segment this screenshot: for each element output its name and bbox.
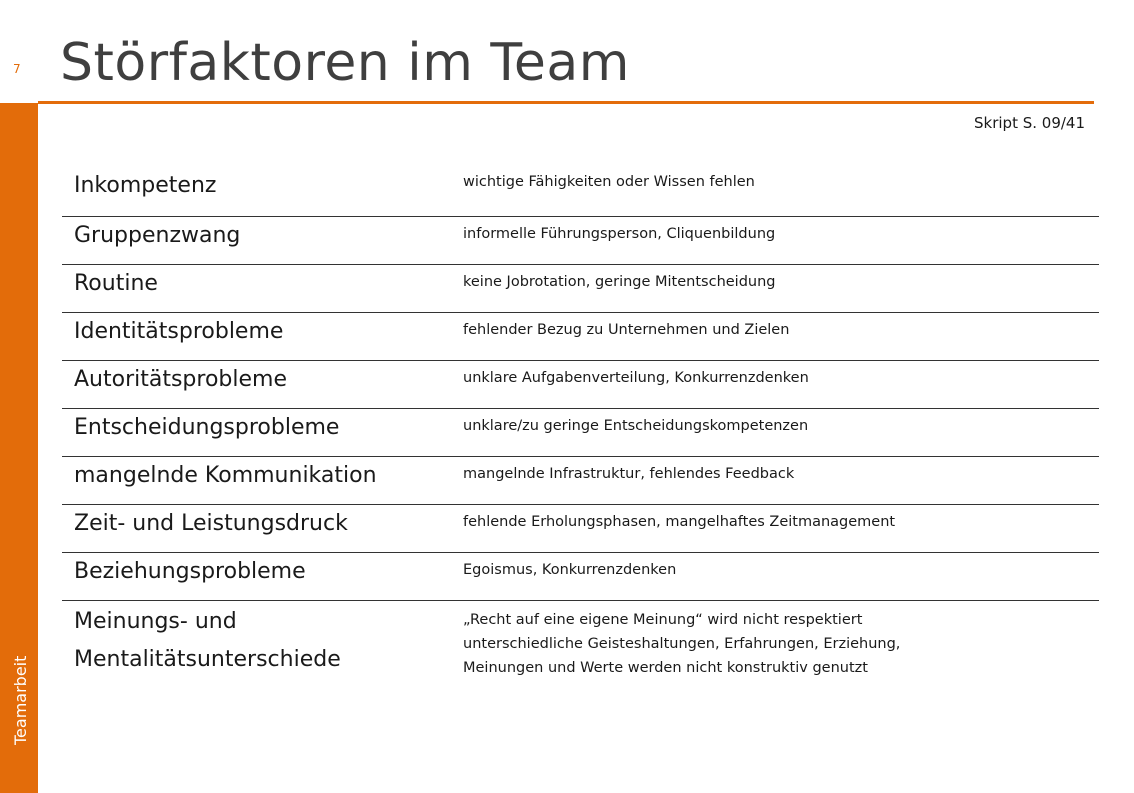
table-row bbox=[62, 265, 1099, 313]
factor-term: Gruppenzwang bbox=[74, 223, 241, 248]
factor-description: keine Jobrotation, geringe Mitentscheidung bbox=[463, 274, 776, 290]
page-number: 7 bbox=[13, 62, 21, 76]
sidebar-label: Teamarbeit bbox=[11, 655, 30, 745]
table-row bbox=[62, 553, 1099, 601]
table-row bbox=[62, 505, 1099, 553]
table-row bbox=[62, 313, 1099, 361]
factor-description: unklare Aufgabenverteilung, Konkurrenzdenken bbox=[463, 370, 809, 386]
factor-description: „Recht auf eine eigene Meinung“ wird nicht respektiert unterschiedliche Geisteshaltungen, Erfahrungen, Erziehung, Meinungen und Werte werden nicht konstruktiv genutzt bbox=[463, 612, 901, 676]
page-title: Störfaktoren im Team bbox=[60, 33, 630, 93]
factor-description: Egoismus, Konkurrenzdenken bbox=[463, 562, 677, 578]
factor-term: Entscheidungsprobleme bbox=[74, 415, 340, 440]
factor-description: unklare/zu geringe Entscheidungskompetenzen bbox=[463, 418, 809, 434]
factor-description: mangelnde Infrastruktur, fehlendes Feedback bbox=[463, 466, 795, 482]
table-row bbox=[62, 457, 1099, 505]
table-row bbox=[62, 156, 1099, 217]
factor-term: Zeit- und Leistungsdruck bbox=[74, 511, 348, 536]
table-row bbox=[62, 361, 1099, 409]
table-row bbox=[62, 217, 1099, 265]
table-row bbox=[62, 601, 1099, 696]
factor-term: Inkompetenz bbox=[74, 173, 217, 198]
factor-term: Identitätsprobleme bbox=[74, 319, 284, 344]
factor-term: mangelnde Kommunikation bbox=[74, 463, 377, 488]
table-row bbox=[62, 409, 1099, 457]
factor-description: fehlender Bezug zu Unternehmen und Zielen bbox=[463, 322, 790, 338]
script-reference: Skript S. 09/41 bbox=[974, 114, 1085, 132]
factor-term: Routine bbox=[74, 271, 158, 296]
factor-term: Beziehungsprobleme bbox=[74, 559, 306, 584]
factor-description: fehlende Erholungsphasen, mangelhaftes Zeitmanagement bbox=[463, 514, 896, 530]
factors-table bbox=[62, 156, 1099, 696]
factor-term: Autoritätsprobleme bbox=[74, 367, 287, 392]
factor-description: informelle Führungsperson, Cliquenbildung bbox=[463, 226, 776, 242]
sidebar-band bbox=[0, 103, 38, 793]
factor-term: Meinungs- und Mentalitätsunterschiede bbox=[74, 609, 341, 672]
title-divider bbox=[38, 101, 1094, 104]
factor-description: wichtige Fähigkeiten oder Wissen fehlen bbox=[463, 174, 755, 190]
